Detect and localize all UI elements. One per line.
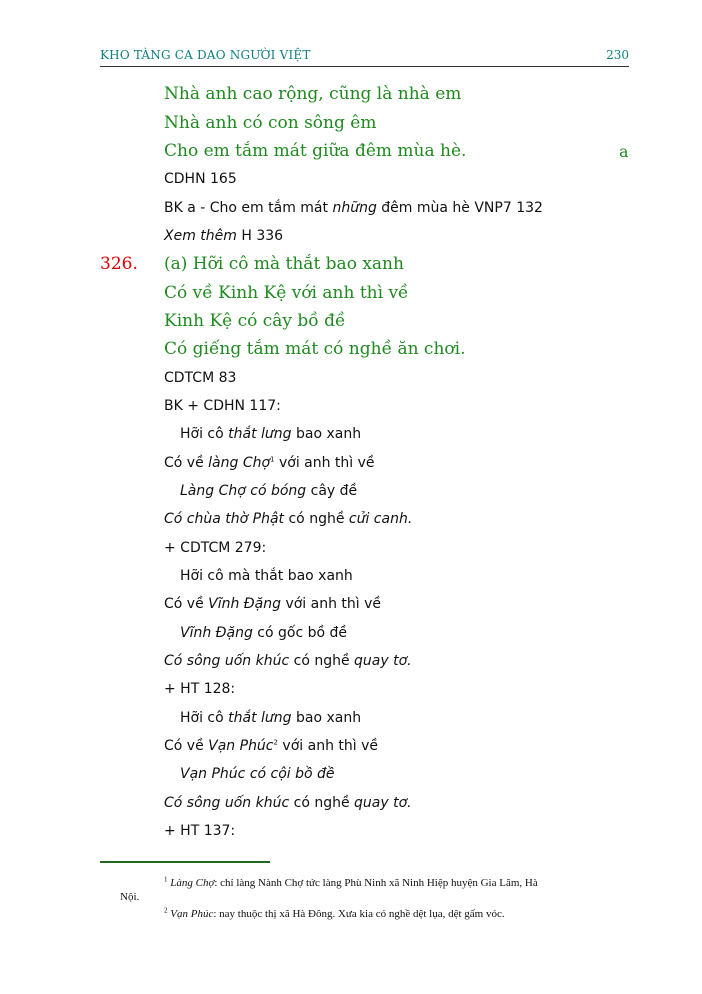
book-title: KHO TÀNG CA DAO NGƯỜI VIỆT: [100, 48, 311, 62]
footnote-2: $^2$ Vạn Phúc: nay thuộc thị xã Hà Đông. Xưa kia có nghề dệt lụa, dệt gấm vóc.: [164, 906, 505, 920]
page-number: 230: [606, 48, 629, 62]
variant-line: Hỡi cô thắt lưng bao xanh: [180, 426, 362, 442]
variant-line: Có sông uốn khúc có nghề quay tơ.: [164, 653, 412, 669]
variant-line: Có về Vĩnh Đặng với anh thì về: [164, 596, 382, 612]
running-header: [100, 48, 629, 67]
variant-line: Vạn Phúc có cội bồ đề: [180, 766, 335, 782]
variant-line: Làng Chợ có bóng cây đề: [180, 483, 358, 499]
verse-line: Kinh Kệ có cây bồ đề: [164, 311, 346, 331]
variant-heading: + HT 128:: [164, 681, 236, 697]
source-citation: CDTCM 83: [164, 370, 237, 386]
variant-line: Hỡi cô thắt lưng bao xanh: [180, 710, 362, 726]
variant-line: Hỡi cô mà thắt bao xanh: [180, 568, 353, 584]
verse-line: Có giếng tắm mát có nghề ăn chơi.: [164, 339, 466, 359]
cross-reference: Xem thêm H 336: [164, 228, 284, 244]
verse-line: Cho em tắm mát giữa đêm mùa hè.: [164, 141, 467, 161]
verse-line: Có về Kinh Kệ với anh thì về: [164, 283, 409, 303]
variant-heading: + HT 137:: [164, 823, 236, 839]
variant-note: BK a - Cho em tắm mát những đêm mùa hè VNP7 132: [164, 200, 543, 216]
variant-line: Có chùa thờ Phật có nghề cửi canh.: [164, 511, 413, 527]
footnote-1-continuation: Nội.: [120, 891, 140, 903]
footnote-1: $^1$ Làng Chợ: chỉ làng Nành Chợ tức làng Phù Ninh xã Ninh Hiệp huyện Gia Lâm, Hà: [164, 875, 538, 889]
verse-line: (a) Hỡi cô mà thắt bao xanh: [164, 254, 404, 274]
footnote-divider: [100, 861, 270, 863]
variant-line: Có về làng Chợ$^1$ với anh thì về: [164, 455, 375, 471]
variant-line: Vĩnh Đặng có gốc bồ đề: [180, 625, 348, 641]
variant-line: Có sông uốn khúc có nghề quay tơ.: [164, 795, 412, 811]
variant-line: Có về Vạn Phúc$^2$ với anh thì về: [164, 738, 379, 754]
variant-heading: BK + CDHN 117:: [164, 398, 281, 414]
source-citation: CDHN 165: [164, 171, 237, 187]
variant-marker: a: [619, 142, 629, 161]
variant-heading: + CDTCM 279:: [164, 540, 267, 556]
entry-number: 326.: [100, 254, 138, 274]
verse-line: Nhà anh cao rộng, cũng là nhà em: [164, 84, 462, 104]
footnote-ref: 1: [270, 455, 275, 464]
footnote-ref: 2: [273, 738, 278, 747]
verse-line: Nhà anh có con sông êm: [164, 113, 377, 133]
